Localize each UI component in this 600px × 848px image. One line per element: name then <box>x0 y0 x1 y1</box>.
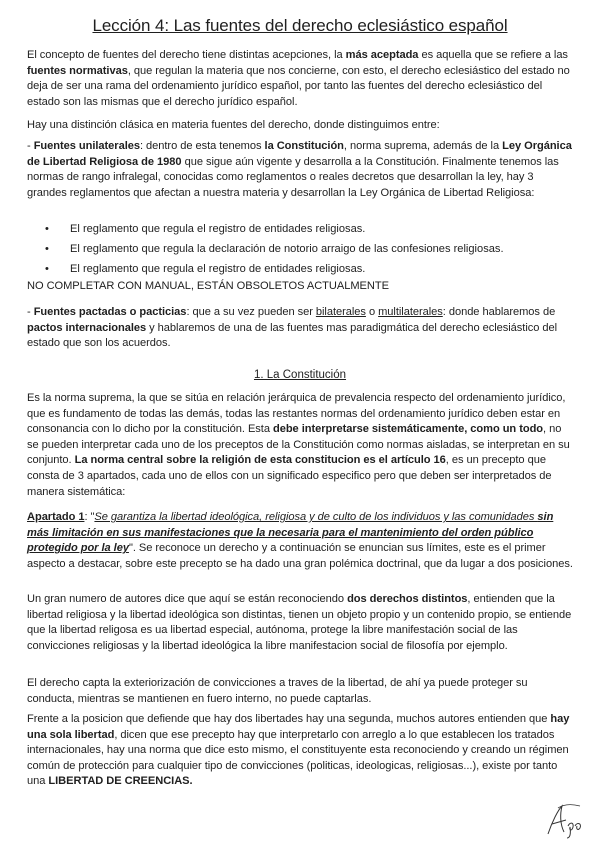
obsolete-note: NO COMPLETAR CON MANUAL, ESTÁN OBSOLETOS ACTUALMENTE <box>27 280 389 292</box>
article-paragraph: Apartado 1: "Se garantiza la libertad ideológica, religiosa y de culto de los individuos y las comunidades sin más limitación en sus manifestaciones que la necesaria para el mantenimiento del orden público protegido por la ley". Se reconoce un derecho y a continuación se enuncian sus límites, este es el primer aspecto a destacar, sobre este precepto se ha dado una gran polémica doctrinal, que da lugar a dos posiciones. <box>27 511 573 570</box>
section-heading: 1. La Constitución <box>253 369 347 381</box>
page-title: Lección 4: Las fuentes del derecho eclesiástico español <box>92 16 508 35</box>
distinction-paragraph: Hay una distinción clásica en materia fuentes del derecho, donde distinguimos entre: <box>27 119 440 131</box>
bullet-icon: • <box>45 263 49 275</box>
unilateral-sources-paragraph: - Fuentes unilaterales: dentro de esta tenemos la Constitución, norma suprema, además de la Ley Orgánica de Libertad Religiosa de 1980 que sigue aún vigente y desarrolla a la Constitución. Finalmente tenemos las normas de rango infralegal, conocidas como reglamentos o reales decretos que desarrollan la ley, hay 3 grandes reglamentos que afectan a nuestra materia y desarrollan la Ley Orgánica de Libertad Religiosa: <box>27 140 572 199</box>
bullet-icon: • <box>45 223 49 235</box>
constitution-paragraph: Es la norma suprema, la que se sitúa en relación jerárquica de prevalencia respecto del ordenamiento jurídico, que es fundamento de todas las demás, todas las restantes normas del ordenamiento jurídico deben estar en consonancia con lo dicho por la constitución. Esta debe interpretarse sistemáticamente, como un todo, no se pueden interpretar cada uno de los preceptos de la Constitución como normas aisladas, se interpretan en su conjunto. La norma central sobre la religión de esta constitucion es el artículo 16, es un precepto que consta de 3 apartados, cada uno de ellos con un significado especifico pero que deben ser interpretados de manera sistemática: <box>27 392 570 498</box>
document-page: Lección 4: Las fuentes del derecho eclesiástico español El concepto de fuentes del derecho tiene distintas acepciones, la más aceptada es aquella que se refiere a las fuentes normativas, que regulan la materia que nos concierne, con esto, el derecho eclesiástico del estado no deja de ser una rama del ordenamiento jurídico español, por tanto las fuentes del derecho eclesiástico del estado son las mismas que el derecho jurídico español. Hay una distinción clásica en materia fuentes del derecho, donde distinguimos entre: - Fuentes unilaterales: dentro de esta tenemos la Constitución, norma suprema, además de la Ley Orgánica de Libertad Religiosa de 1980 que sigue aún vigente y desarrolla a la Constitución. Finalmente tenemos las normas de rango infralegal, conocidas como reglamentos o reales decretos que desarrollan la ley, hay 3 grandes reglamentos que afectan a nuestra materia y desarrollan la Ley Orgánica de Libertad Religiosa: • El reglamento que regula el registro de entidades religiosas. • El reglamento que regula la declaración de notorio arraigo de las confesiones religiosas. • El reglamento que regula el registro de entidades religiosas. NO COMPLETAR CON MANUAL, ESTÁN OBSOLETOS ACTUALMENTE - Fuentes pactadas o pacticias: que a su vez pueden ser bilaterales o multilaterales: donde hablaremos de pactos internacionales y hablaremos de una de las fuentes mas paradigmática del derecho eclesiástico del estado que son los acuerdos. 1. La Constitución Es la norma suprema, la que se sitúa en relación jerárquica de prevalencia respecto del ordenamiento jurídico, que es fundamento de todas las demás, todas las restantes normas del ordenamiento jurídico deben estar en consonancia con lo dicho por la constitución. Esta debe interpretarse sistemáticamente, como un todo, no se pueden interpretar cada uno de los preceptos de la Constitución como normas aisladas, se interpretan en su conjunto. La norma central sobre la religión de esta constitucion es el artículo 16, es un precepto que consta de 3 apartados, cada uno de ellos con un significado especifico pero que deben ser interpretados de manera sistemática: Apartado 1: "Se garantiza la libertad ideológica, religiosa y de culto de los individuos y las comunidades sin más limitación en sus manifestaciones que la necesaria para el mantenimiento del orden público protegido por la ley". Se reconoce un derecho y a continuación se enuncian sus límites, este es el primer aspecto a destacar, sobre este precepto se ha dado una gran polémica doctrinal, que da lugar a dos posiciones. Un gran numero de autores dice que aquí se están reconociendo dos derechos distintos, entienden que la libertad religiosa y la libertad ideológica son distintas, tienen un objeto propio y un contenido propio, se entiende que la libertad religosa es ua libertad especial, autónoma, protege la libre manifestación social de las convicciones religiosas y la libertad ideológica la libre manifestacion social de filosofía por ejemplo. El derecho capta la exteriorización de convicciones a traves de la libertad, de ahí ya puede proteger su conducta, mientras se mantienen en fuero interno, no puede captarlas. Frente a la posicion que defiende que hay dos libertades hay una segunda, muchos autores entienden que hay una sola libertad, dicen que ese precepto hay que interpretarlo con arreglo a lo que establecen los tratados internacionales, hay una norma que dice esto mismo, el constituyente esta reconociendo y creando un régimen común de protección para cualquier tipo de convicciones (politicas, ideologicas, religiosas...), existe por tanto una LIBERTAD DE CREENCIAS. <box>0 0 600 848</box>
intro-paragraph: El concepto de fuentes del derecho tiene distintas acepciones, la más aceptada es aquella que se refiere a las fuentes normativas, que regulan la materia que nos concierne, con esto, el derecho eclesiástico del estado no deja de ser una rama del ordenamiento jurídico español, por tanto las fuentes del derecho eclesiástico del estado son las mismas que el derecho jurídico español. <box>27 49 570 108</box>
signature <box>540 800 588 840</box>
externalization-paragraph: El derecho capta la exteriorización de convicciones a traves de la libertad, de ahí ya puede proteger su conducta, mientras se mantienen en fuero interno, no puede captarlas. <box>27 677 528 705</box>
agreed-sources-paragraph: - Fuentes pactadas o pacticias: que a su vez pueden ser bilaterales o multilaterales: donde hablaremos de pactos internacionales y hablaremos de una de las fuentes mas paradigmática del derecho eclesiástico del estado que son los acuerdos. <box>27 306 558 350</box>
single-freedom-paragraph: Frente a la posicion que defiende que hay dos libertades hay una segunda, muchos autores entienden que hay una sola libertad, dicen que ese precepto hay que interpretarlo con arreglo a lo que establecen los tratados internacionales, hay una norma que dice esto mismo, el constituyente esta reconociendo y creando un régimen común de protección para cualquier tipo de convicciones (politicas, ideologicas, religiosas...), existe por tanto una LIBERTAD DE CREENCIAS. <box>27 713 570 788</box>
authors-paragraph: Un gran numero de autores dice que aquí se están reconociendo dos derechos distintos, entienden que la libertad religiosa y la libertad ideológica son distintas, tienen un objeto propio y un contenido propio, se entiende que la libertad religosa es ua libertad especial, autónoma, protege la libre manifestación social de las convicciones religiosas y la libertad ideológica la libre manifestacion social de filosofía por ejemplo. <box>27 593 572 652</box>
bullet-icon: • <box>45 243 49 255</box>
